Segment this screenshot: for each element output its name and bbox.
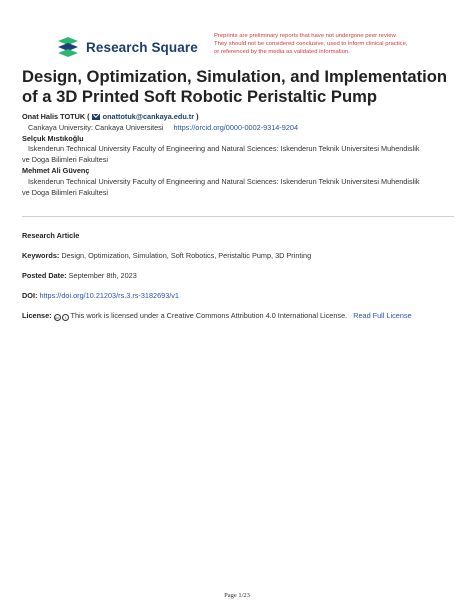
- email-paren-open: (: [87, 112, 90, 121]
- license-label: License:: [22, 311, 52, 320]
- posted-date-label: Posted Date:: [22, 271, 67, 280]
- author-affiliation: [22, 144, 454, 166]
- posted-date-value: September 8th, 2023: [68, 271, 137, 280]
- research-square-logo-icon: [56, 36, 80, 58]
- attribution-icon: i: [62, 314, 69, 321]
- doi-link[interactable]: https://doi.org/10.21203/rs.3.rs-3182693/v1: [39, 291, 179, 300]
- article-type-value: Research Article: [22, 231, 80, 240]
- paper-title: Design, Optimization, Simulation, and Implementation of a 3D Printed Soft Robotic Peristaltic Pump: [22, 67, 448, 106]
- preprint-disclaimer: [214, 32, 450, 56]
- author-email-link[interactable]: onattotuk@cankaya.edu.tr: [102, 112, 195, 121]
- keywords-value: Design, Optimization, Simulation, Soft Robotics, Peristaltic Pump, 3D Printing: [61, 251, 312, 260]
- license-text: This work is licensed under a Creative Commons Attribution 4.0 International License.: [70, 311, 348, 320]
- affiliation-text: Cankaya University: Cankaya Universitesi: [28, 122, 164, 132]
- logo-text: Research Square: [86, 39, 198, 55]
- envelope-icon: [92, 114, 100, 120]
- author-entry: [22, 166, 454, 177]
- author-entry: [22, 112, 454, 123]
- disclaimer-line: or referenced by the media as validated information.: [214, 49, 350, 55]
- disclaimer-line: They should not be considered conclusive, used to inform clinical practice,: [214, 41, 408, 47]
- creative-commons-icon: cc: [55, 315, 60, 320]
- header: [22, 30, 452, 64]
- orcid-link[interactable]: https://orcid.org/0000-0002-9314-9204: [173, 122, 299, 132]
- author-list: [22, 112, 454, 198]
- author-affiliation: [22, 177, 454, 199]
- affiliation-text: ve Doga Bilimleri Fakultesi: [22, 187, 108, 197]
- author-name[interactable]: Onat Halis TOTUK: [22, 112, 86, 121]
- affiliation-text: ve Doga Bilimleri Fakultesi: [22, 155, 108, 165]
- doi-row: [22, 291, 454, 300]
- author-entry: [22, 134, 454, 145]
- email-paren-close: ): [194, 112, 199, 121]
- page-number: Page 1/23: [224, 592, 250, 599]
- license-row: [22, 311, 454, 321]
- doi-label: DOI:: [22, 291, 38, 300]
- section-divider: [22, 216, 454, 217]
- affiliation-text: Iskenderun Technical University Faculty of Engineering and Natural Sciences: Iskenderun Teknik Universitesi Muhendislik: [28, 144, 420, 154]
- posted-date-row: [22, 271, 454, 280]
- disclaimer-line: Preprints are preliminary reports that have not undergone peer review.: [214, 33, 398, 39]
- author-name[interactable]: Mehmet Ali Güvenç: [22, 165, 90, 175]
- research-square-logo[interactable]: [56, 36, 198, 58]
- keywords-row: [22, 251, 454, 260]
- article-type: [22, 231, 454, 240]
- keywords-label: Keywords:: [22, 251, 60, 260]
- author-name[interactable]: Selçuk Mıstıkoğlu: [22, 133, 84, 143]
- read-full-license-link[interactable]: Read Full License: [353, 311, 412, 320]
- affiliation-text: Iskenderun Technical University Faculty of Engineering and Natural Sciences: Iskenderun Teknik Universitesi Muhendislik: [28, 176, 420, 186]
- author-affiliation: [22, 123, 454, 134]
